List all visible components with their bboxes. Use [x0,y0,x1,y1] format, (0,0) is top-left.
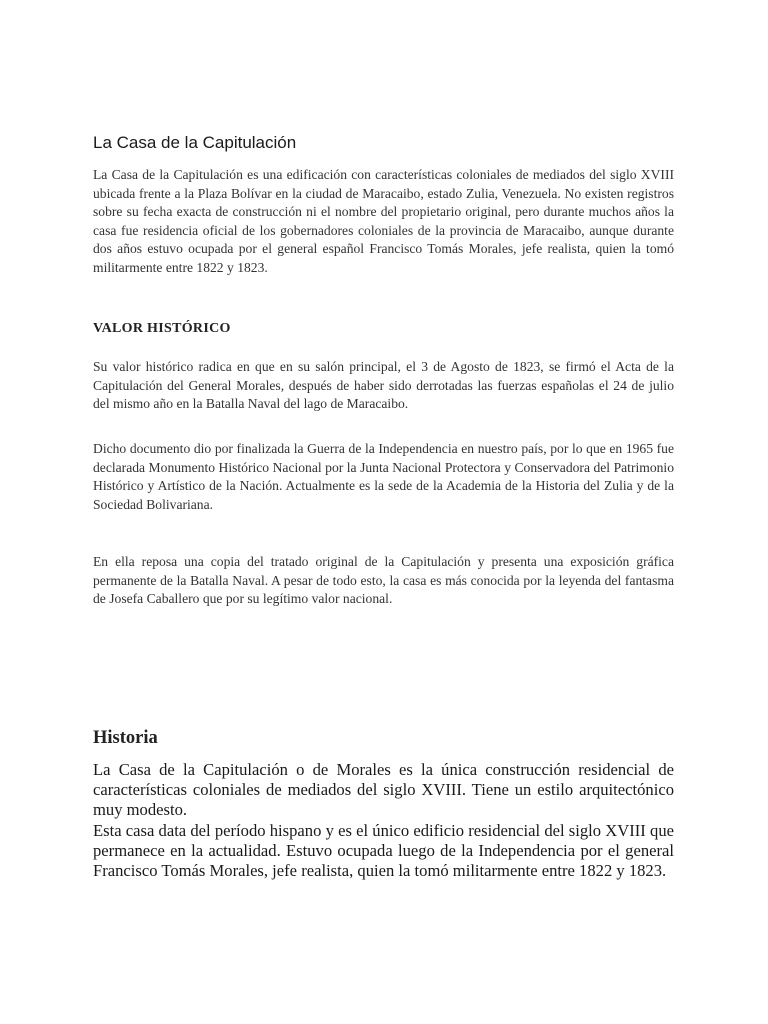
historia-paragraph-1: La Casa de la Capitulación o de Morales es la única construcción residencial de características coloniales de mediados del siglo XVIII. Tiene un estilo arquitectónico muy modesto. [93,760,674,820]
valor-paragraph-2: Dicho documento dio por finalizada la Guerra de la Independencia en nuestro país, por lo que en 1965 fue declarada Monumento Histórico Nacional por la Junta Nacional Protectora y Conservadora del Patrimonio Histórico y Artístico de la Nación. Actualmente es la sede de la Academia de la Historia del Zulia y de la Sociedad Bolivariana. [93,441,674,512]
intro-paragraph: La Casa de la Capitulación es una edificación con características coloniales de mediados del siglo XVIII ubicada frente a la Plaza Bolívar en la ciudad de Maracaibo, estado Zulia, Venezuela. No existen registros sobre su fecha exacta de construcción ni el nombre del propietario original, pero durante muchos años la casa fue residencia oficial de los gobernadores coloniales de la provincia de Maracaibo, aunque durante dos años estuvo ocupada por el general español Francisco Tomás Morales, jefe realista, quien la tomó militarmente entre 1822 y 1823. [93,167,674,275]
valor-paragraph-3: En ella reposa una copia del tratado original de la Capitulación y presenta una exposición gráfica permanente de la Batalla Naval. A pesar de todo esto, la casa es más conocida por la leyenda del fantasma de Josefa Caballero que por su legítimo valor nacional. [93,554,674,606]
historia-paragraph-2: Esta casa data del período hispano y es el único edificio residencial del siglo XVIII que permanece en la actualidad. Estuvo ocupada luego de la Independencia por el general Francisco Tomás Morales, jefe realista, quien la tomó militarmente entre 1822 y 1823. [93,821,674,881]
historia-heading: Historia [93,728,158,748]
valor-paragraph-1: Su valor histórico radica en que en su salón principal, el 3 de Agosto de 1823, se firmó el Acta de la Capitulación del General Morales, después de haber sido derrotadas las fuerzas españolas el 24 de julio del mismo año en la Batalla Naval del lago de Maracaibo. [93,359,674,411]
document-title: La Casa de la Capitulación [93,133,297,152]
valor-historico-heading: VALOR HISTÓRICO [93,321,231,336]
